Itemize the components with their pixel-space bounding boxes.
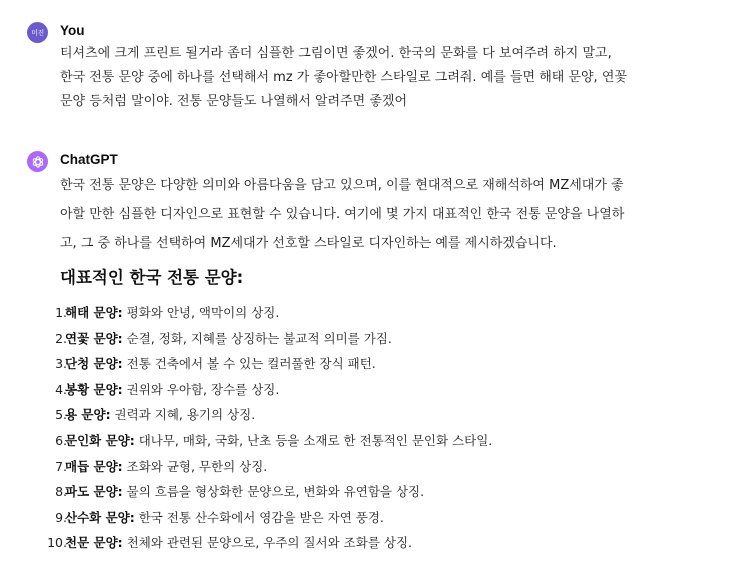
list-item-term: 파도 문양: xyxy=(65,484,123,500)
list-item-term: 천문 문양: xyxy=(65,535,123,551)
user-avatar[interactable] xyxy=(27,22,48,43)
list-item xyxy=(27,530,727,556)
list-item xyxy=(27,505,727,531)
list-item-description: 한국 전통 산수화에서 영감을 받은 자연 풍경. xyxy=(134,509,384,525)
list-item-description: 권력과 지혜, 용기의 상징. xyxy=(110,407,256,423)
list-item xyxy=(27,428,727,454)
list-item-description: 조화와 균형, 무한의 상징. xyxy=(122,458,268,474)
user-author-name: You xyxy=(60,23,85,38)
list-item xyxy=(27,351,727,377)
user-message-line: 티셔츠에 크게 프린트 될거라 좀더 심플한 그림이면 좋겠어. 한국의 문화를 다 보여주려 하지 말고, xyxy=(60,46,612,61)
list-item-term: 단청 문양: xyxy=(65,356,123,372)
assistant-author-name: ChatGPT xyxy=(60,152,118,167)
user-message-line: 한국 전통 문양 중에 하나를 선택해서 mz 가 좋아할만한 스타일로 그려줘. 예를 들면 해태 문양, 연꽃 xyxy=(60,70,627,85)
assistant-avatar[interactable] xyxy=(27,151,48,172)
assistant-section-heading: 대표적인 한국 전통 문양: xyxy=(60,268,244,287)
list-item-term: 산수화 문양: xyxy=(65,509,135,525)
openai-logo-icon xyxy=(31,155,45,169)
list-item-description: 권위와 우아함, 장수를 상징. xyxy=(122,381,280,397)
list-item-description: 평화와 안녕, 액막이의 상징. xyxy=(122,305,280,320)
assistant-intro-line: 고, 그 중 하나를 선택하여 MZ세대가 선호할 스타일로 디자인하는 예를 제시하겠습니다. xyxy=(60,236,557,251)
list-item-number: 3. xyxy=(55,356,67,372)
list-item-number: 10. xyxy=(47,535,67,551)
list-item-term: 해태 문양: xyxy=(65,305,123,320)
list-item-number: 4. xyxy=(55,381,67,397)
list-item-description: 대나무, 매화, 국화, 난초 등을 소재로 한 전통적인 문인화 스타일. xyxy=(134,432,493,448)
list-item-number: 5. xyxy=(55,407,67,423)
list-item-number: 2. xyxy=(55,330,67,346)
pattern-list xyxy=(27,300,727,556)
list-item-number: 1. xyxy=(55,305,67,320)
list-item-description: 순결, 정화, 지혜를 상징하는 불교적 의미를 가짐. xyxy=(122,330,392,346)
list-item xyxy=(27,326,727,352)
list-item-term: 용 문양: xyxy=(65,407,111,423)
list-item xyxy=(27,300,727,326)
list-item xyxy=(27,402,727,428)
list-item-term: 연꽃 문양: xyxy=(65,330,123,346)
list-item-description: 천체와 관련된 문양으로, 우주의 질서와 조화를 상징. xyxy=(122,535,412,551)
user-message-text xyxy=(60,42,700,114)
assistant-intro-line: 한국 전통 문양은 다양한 의미와 아름다움을 담고 있으며, 이를 현대적으로 재해석하여 MZ세대가 좋 xyxy=(60,178,624,193)
user-message-line: 문양 등처럼 말이야. 전통 문양들도 나열해서 알려주면 좋겠어 xyxy=(60,94,408,109)
list-item-description: 물의 흐름을 형상화한 문양으로, 변화와 유연함을 상징. xyxy=(122,484,425,500)
assistant-intro-text xyxy=(60,171,700,258)
list-item-description: 전통 건축에서 볼 수 있는 컬러풀한 장식 패턴. xyxy=(122,356,376,372)
list-item xyxy=(27,377,727,403)
list-item xyxy=(27,454,727,480)
list-item-term: 문인화 문양: xyxy=(65,432,135,448)
list-item-number: 9. xyxy=(55,509,67,525)
list-item xyxy=(27,479,727,505)
user-avatar-text: 미진 xyxy=(31,28,44,37)
list-item-term: 봉황 문양: xyxy=(65,381,123,397)
list-item-number: 8. xyxy=(55,484,67,500)
list-item-number: 6. xyxy=(55,432,67,448)
list-item-number: 7. xyxy=(55,458,67,474)
assistant-intro-line: 아할 만한 심플한 디자인으로 표현할 수 있습니다. 여기에 몇 가지 대표적인 한국 전통 문양을 나열하 xyxy=(60,207,625,222)
list-item-term: 매듭 문양: xyxy=(65,458,123,474)
